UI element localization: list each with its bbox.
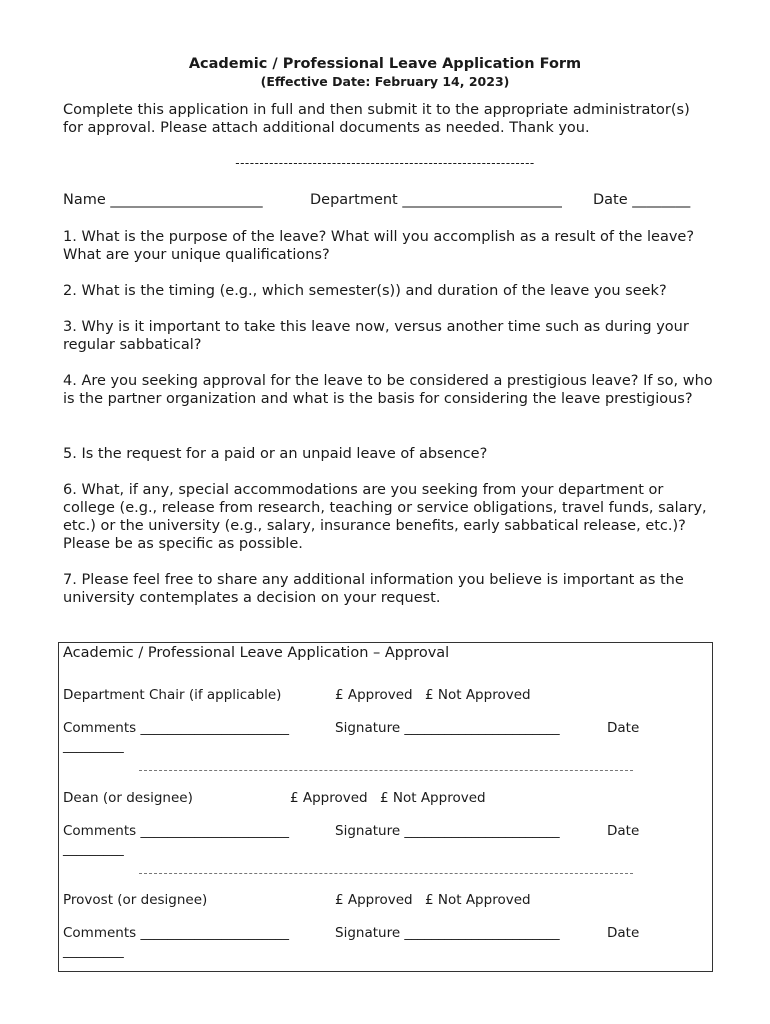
question-2: 2. What is the timing (e.g., which semester(s)) and duration of the leave you seek? [63, 283, 667, 299]
provost-date-label: Date [607, 925, 640, 941]
question-6: 6. What, if any, special accommodations are you seeking from your department or college (e.g., release from research, teaching or service obligations, travel funds, salary, etc.) or the university (e.g., salary, insurance benefits, early sabbatical release, etc.)? Please be as specific as possible. [63, 482, 707, 552]
department-field[interactable]: Department ______________________ [310, 192, 562, 208]
provost-comments-field[interactable]: Comments ______________________ [63, 925, 289, 941]
question-4: 4. Are you seeking approval for the leave to be considered a prestigious leave? If so, who is the partner organization and what is the basis for considering the leave prestigious? [63, 373, 713, 407]
approval-title: Academic / Professional Leave Application – Approval [63, 645, 450, 661]
effective-date: (Effective Date: February 14, 2023) [260, 74, 510, 89]
section-divider [139, 770, 633, 771]
approval-box [58, 642, 713, 972]
provost-role-label: Provost (or designee) [63, 892, 208, 908]
dean-signature-field[interactable]: Signature _______________________ [335, 823, 560, 839]
dean-date-label: Date [607, 823, 640, 839]
chair-date-field[interactable]: _________ [63, 738, 124, 754]
chair-not-approved-checkbox[interactable]: £ Not Approved [425, 687, 531, 703]
chair-date-label: Date [607, 720, 640, 736]
chair-signature-field[interactable]: Signature _______________________ [335, 720, 560, 736]
chair-approved-checkbox[interactable]: £ Approved [335, 687, 413, 703]
dean-approved-checkbox[interactable]: £ Approved [290, 790, 368, 806]
date-field[interactable]: Date ________ [593, 192, 691, 208]
chair-comments-field[interactable]: Comments ______________________ [63, 720, 289, 736]
dean-comments-field[interactable]: Comments ______________________ [63, 823, 289, 839]
name-field[interactable]: Name _____________________ [63, 192, 263, 208]
dean-not-approved-checkbox[interactable]: £ Not Approved [380, 790, 486, 806]
dean-date-field[interactable]: _________ [63, 841, 124, 857]
dean-role-label: Dean (or designee) [63, 790, 193, 806]
intro-text: Complete this application in full and then submit it to the appropriate administrator(s) for approval. Please attach additional documents as needed. Thank you. [63, 102, 690, 136]
provost-date-field[interactable]: _________ [63, 943, 124, 959]
divider-line: -------------------------------------------------------------- [235, 156, 535, 170]
question-1: 1. What is the purpose of the leave? What will you accomplish as a result of the leave? What are your unique qualifications? [63, 229, 695, 263]
provost-approved-checkbox[interactable]: £ Approved [335, 892, 413, 908]
provost-signature-field[interactable]: Signature _______________________ [335, 925, 560, 941]
form-title: Academic / Professional Leave Application Form [188, 56, 582, 72]
provost-not-approved-checkbox[interactable]: £ Not Approved [425, 892, 531, 908]
chair-role-label: Department Chair (if applicable) [63, 687, 282, 703]
question-7: 7. Please feel free to share any additional information you believe is important as the university contemplates a decision on your request. [63, 572, 684, 606]
question-5: 5. Is the request for a paid or an unpaid leave of absence? [63, 446, 488, 462]
section-divider [139, 873, 633, 874]
question-3: 3. Why is it important to take this leave now, versus another time such as during your regular sabbatical? [63, 319, 689, 353]
